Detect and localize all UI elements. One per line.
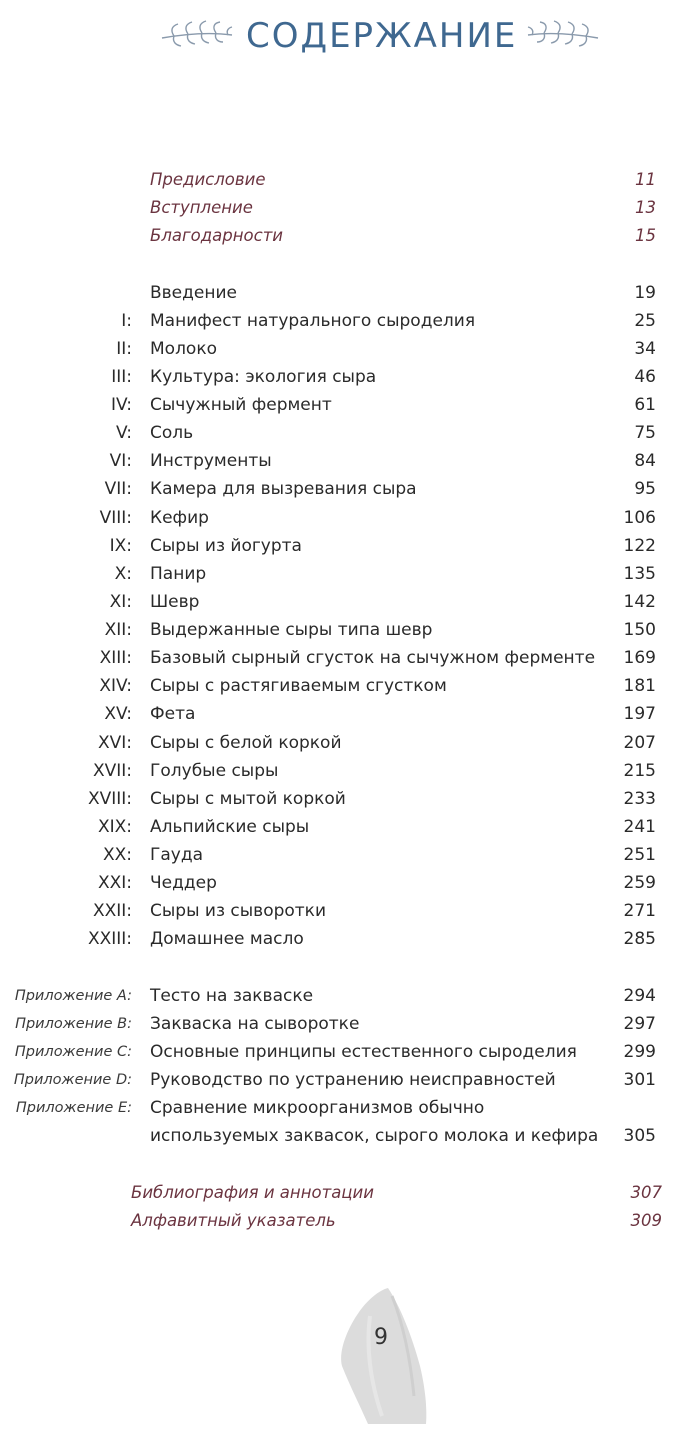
entry-page: 106 bbox=[623, 508, 656, 528]
chapter-number: XII: bbox=[104, 620, 132, 640]
chapter-number: X: bbox=[114, 564, 132, 584]
entry-title: Сычужный фермент bbox=[150, 395, 332, 415]
toc-entry-chapter[interactable] bbox=[0, 897, 676, 925]
entry-page: 259 bbox=[623, 873, 656, 893]
chapter-number: XI: bbox=[109, 592, 132, 612]
chapter-number: XX: bbox=[102, 845, 132, 865]
chapter-number: XIV: bbox=[99, 676, 132, 696]
entry-title: Сыры из йогурта bbox=[150, 536, 302, 556]
page-title: СОДЕРЖАНИЕ bbox=[246, 16, 518, 56]
toc-entry-chapter[interactable] bbox=[0, 419, 676, 447]
laurel-branch-right-icon bbox=[526, 20, 600, 50]
entry-title: Предисловие bbox=[150, 170, 266, 189]
entry-title: Сравнение микроорганизмов обычно bbox=[150, 1098, 485, 1118]
toc-entry-chapter[interactable] bbox=[0, 279, 676, 307]
chapter-number: II: bbox=[116, 339, 132, 359]
toc-entry-chapter[interactable] bbox=[0, 560, 676, 588]
entry-title: Инструменты bbox=[150, 451, 272, 471]
header bbox=[0, 14, 676, 58]
entry-title: Сыры с растягиваемым сгустком bbox=[150, 676, 447, 696]
entry-title: Благодарности bbox=[150, 226, 284, 245]
toc-entry-chapter[interactable] bbox=[0, 363, 676, 391]
entry-page: 122 bbox=[623, 536, 656, 556]
appendix-number: Приложение B: bbox=[15, 1016, 132, 1032]
entry-title: Базовый сырный сгусток на сычужном ферменте bbox=[150, 648, 596, 668]
chapter-number: XIII: bbox=[99, 648, 132, 668]
chapter-number: XXII: bbox=[92, 901, 132, 921]
entry-title: Сыры с белой коркой bbox=[150, 733, 342, 753]
entry-title: Руководство по устранению неисправностей bbox=[150, 1070, 556, 1090]
chapter-number: XVII: bbox=[92, 761, 132, 781]
entry-page: 251 bbox=[623, 845, 656, 865]
entry-page: 84 bbox=[634, 451, 656, 471]
entry-title-continued: используемых заквасок, сырого молока и кефира bbox=[150, 1126, 599, 1146]
toc-entry-chapter[interactable] bbox=[0, 672, 676, 700]
entry-page: 301 bbox=[623, 1070, 656, 1090]
entry-page: 95 bbox=[634, 479, 656, 499]
toc-entry-appendix[interactable] bbox=[0, 1066, 676, 1094]
entry-title: Молоко bbox=[150, 339, 218, 359]
entry-title: Шевр bbox=[150, 592, 200, 612]
chapter-number: VII: bbox=[104, 479, 132, 499]
entry-page: 241 bbox=[623, 817, 656, 837]
toc-entry-chapter[interactable] bbox=[0, 813, 676, 841]
chapter-number: VI: bbox=[109, 451, 132, 471]
entry-page: 197 bbox=[623, 704, 656, 724]
chapter-number: XV: bbox=[104, 704, 132, 724]
toc-entry-chapter[interactable] bbox=[0, 841, 676, 869]
toc-entry-front[interactable] bbox=[0, 222, 676, 250]
entry-page: 307 bbox=[630, 1183, 662, 1202]
entry-title: Соль bbox=[150, 423, 194, 443]
toc-entry-chapter[interactable] bbox=[0, 729, 676, 757]
entry-page: 169 bbox=[623, 648, 656, 668]
entry-title: Вступление bbox=[150, 198, 253, 217]
toc-entry-back[interactable] bbox=[0, 1207, 676, 1235]
entry-title: Алфавитный указатель bbox=[131, 1211, 336, 1230]
toc-entry-chapter[interactable] bbox=[0, 700, 676, 728]
entry-title: Библиография и аннотации bbox=[131, 1183, 374, 1202]
entry-page: 294 bbox=[623, 986, 656, 1006]
toc-entry-chapter[interactable] bbox=[0, 391, 676, 419]
entry-page: 19 bbox=[634, 283, 656, 303]
entry-page: 150 bbox=[623, 620, 656, 640]
entry-title: Сыры с мытой коркой bbox=[150, 789, 346, 809]
entry-page: 181 bbox=[623, 676, 656, 696]
appendix-number: Приложение C: bbox=[14, 1044, 132, 1060]
entry-page: 142 bbox=[623, 592, 656, 612]
entry-title: Введение bbox=[150, 283, 237, 303]
entry-title: Основные принципы естественного сыроделия bbox=[150, 1042, 577, 1062]
toc-entry-front[interactable] bbox=[0, 194, 676, 222]
chapter-number: XXI: bbox=[97, 873, 132, 893]
toc-entry-chapter[interactable] bbox=[0, 757, 676, 785]
appendix-number: Приложение D: bbox=[13, 1072, 132, 1088]
toc-entry-chapter[interactable] bbox=[0, 475, 676, 503]
chapter-number: XVI: bbox=[97, 733, 132, 753]
chapter-number: IV: bbox=[111, 395, 132, 415]
entry-page: 305 bbox=[623, 1126, 656, 1146]
entry-page: 309 bbox=[630, 1211, 662, 1230]
toc-entry-chapter[interactable] bbox=[0, 335, 676, 363]
entry-page: 233 bbox=[623, 789, 656, 809]
entry-page: 271 bbox=[623, 901, 656, 921]
entry-title: Гауда bbox=[150, 845, 204, 865]
chapter-number: IX: bbox=[109, 536, 132, 556]
chapter-number: I: bbox=[121, 311, 132, 331]
toc-entry-chapter[interactable] bbox=[0, 869, 676, 897]
entry-title: Панир bbox=[150, 564, 207, 584]
chapter-number: XVIII: bbox=[87, 789, 132, 809]
entry-page: 13 bbox=[635, 198, 656, 217]
toc-entry-appendix[interactable] bbox=[0, 1010, 676, 1038]
chapter-number: XIX: bbox=[97, 817, 132, 837]
toc-entry-chapter[interactable] bbox=[0, 616, 676, 644]
entry-page: 46 bbox=[634, 367, 656, 387]
toc-entry-chapter[interactable] bbox=[0, 447, 676, 475]
entry-title: Культура: экология сыра bbox=[150, 367, 377, 387]
entry-title: Манифест натурального сыроделия bbox=[150, 311, 476, 331]
entry-title: Кефир bbox=[150, 508, 209, 528]
chapter-number: III: bbox=[111, 367, 132, 387]
entry-page: 75 bbox=[634, 423, 656, 443]
toc-entry-chapter[interactable] bbox=[0, 532, 676, 560]
laurel-branch-left-icon bbox=[160, 20, 234, 50]
toc-entry-chapter[interactable] bbox=[0, 785, 676, 813]
entry-page: 34 bbox=[634, 339, 656, 359]
entry-page: 11 bbox=[635, 170, 656, 189]
entry-page: 25 bbox=[634, 311, 656, 331]
toc-entry-appendix[interactable] bbox=[0, 982, 676, 1010]
entry-page: 135 bbox=[623, 564, 656, 584]
entry-page: 61 bbox=[634, 395, 656, 415]
chapter-number: V: bbox=[116, 423, 132, 443]
toc-entry-chapter[interactable] bbox=[0, 925, 676, 953]
appendix-number: Приложение E: bbox=[15, 1100, 132, 1116]
toc-entry-chapter[interactable] bbox=[0, 307, 676, 335]
entry-title: Выдержанные сыры типа шевр bbox=[150, 620, 433, 640]
toc-entry-front[interactable] bbox=[0, 166, 676, 194]
toc-entry-appendix-continued[interactable] bbox=[0, 1122, 676, 1150]
entry-title: Закваска на сыворотке bbox=[150, 1014, 360, 1034]
toc-entry-chapter[interactable] bbox=[0, 504, 676, 532]
entry-page: 15 bbox=[635, 226, 656, 245]
entry-title: Тесто на закваске bbox=[150, 986, 314, 1006]
brush-stroke-decoration bbox=[330, 1286, 430, 1426]
chapter-number: VIII: bbox=[99, 508, 132, 528]
entry-page: 215 bbox=[623, 761, 656, 781]
entry-title: Домашнее масло bbox=[150, 929, 304, 949]
entry-title: Фета bbox=[150, 704, 196, 724]
entry-title: Голубые сыры bbox=[150, 761, 279, 781]
entry-page: 297 bbox=[623, 1014, 656, 1034]
entry-page: 299 bbox=[623, 1042, 656, 1062]
entry-page: 207 bbox=[623, 733, 656, 753]
toc-entry-appendix[interactable] bbox=[0, 1038, 676, 1066]
entry-title: Сыры из сыворотки bbox=[150, 901, 327, 921]
entry-title: Чеддер bbox=[150, 873, 217, 893]
entry-page: 285 bbox=[623, 929, 656, 949]
entry-title: Альпийские сыры bbox=[150, 817, 310, 837]
entry-title: Камера для вызревания сыра bbox=[150, 479, 417, 499]
page-number: 9 bbox=[374, 1325, 388, 1350]
toc-entry-back[interactable] bbox=[0, 1179, 676, 1207]
toc-entry-appendix[interactable] bbox=[0, 1094, 676, 1122]
appendix-number: Приложение A: bbox=[14, 988, 132, 1004]
toc-entry-chapter[interactable] bbox=[0, 588, 676, 616]
chapter-number: XXIII: bbox=[87, 929, 132, 949]
toc-entry-chapter[interactable] bbox=[0, 644, 676, 672]
